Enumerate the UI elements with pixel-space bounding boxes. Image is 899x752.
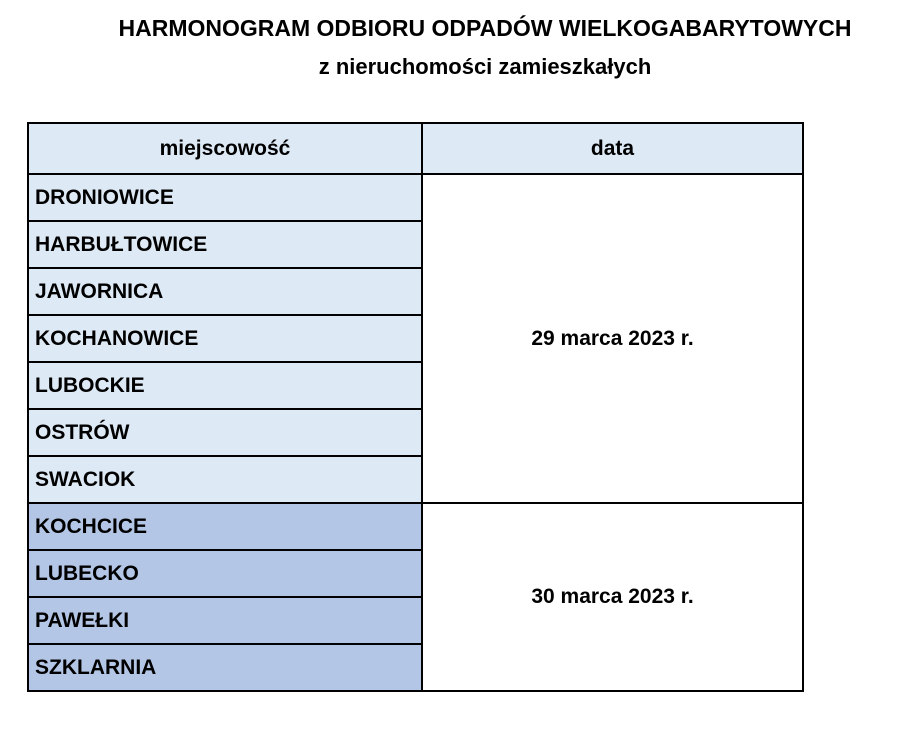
- page-subtitle: z nieruchomości zamieszkałych: [318, 54, 652, 79]
- locality-cell: SWACIOK: [28, 456, 422, 503]
- locality-cell: LUBOCKIE: [28, 362, 422, 409]
- table-row: [28, 503, 803, 550]
- locality-cell: JAWORNICA: [28, 268, 422, 315]
- column-header-locality: miejscowość: [28, 123, 422, 174]
- locality-cell: PAWEŁKI: [28, 597, 422, 644]
- locality-cell: OSTRÓW: [28, 409, 422, 456]
- column-header-date: data: [422, 123, 803, 174]
- page-title: HARMONOGRAM ODBIORU ODPADÓW WIELKOGABARYTOWYCH: [118, 15, 852, 41]
- date-cell: 29 marca 2023 r.: [422, 174, 803, 503]
- table-header-row: [28, 123, 803, 174]
- table-row: [28, 174, 803, 221]
- table-body: [28, 174, 803, 691]
- locality-cell: KOCHANOWICE: [28, 315, 422, 362]
- locality-cell: KOCHCICE: [28, 503, 422, 550]
- locality-cell: LUBECKO: [28, 550, 422, 597]
- date-cell: 30 marca 2023 r.: [422, 503, 803, 691]
- locality-cell: DRONIOWICE: [28, 174, 422, 221]
- locality-cell: SZKLARNIA: [28, 644, 422, 691]
- locality-cell: HARBUŁTOWICE: [28, 221, 422, 268]
- schedule-table: [27, 122, 804, 692]
